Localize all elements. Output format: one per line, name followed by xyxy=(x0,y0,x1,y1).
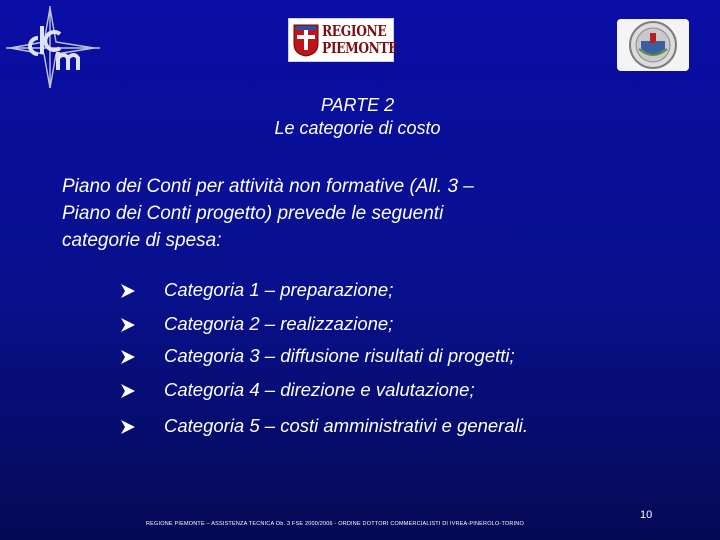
seal-icon xyxy=(617,19,689,71)
page-number: 10 xyxy=(640,509,653,521)
slide-title-subject: Le categorie di costo xyxy=(274,118,441,138)
arrow-bullet-icon xyxy=(120,283,136,299)
intro-line: categorie di spesa: xyxy=(62,230,222,251)
arrow-bullet-icon xyxy=(120,419,136,435)
bullet-text: Categoria 2 – realizzazione; xyxy=(164,313,394,334)
slide-title-part: PARTE 2 xyxy=(320,95,395,115)
bullet-text: Categoria 4 – direzione e valutazione; xyxy=(164,379,475,400)
footer-text: REGIONE PIEMONTE – ASSISTENZA TECNICA Ob. 3 FSE 2000/2006 - ORDINE DOTTORI COMMERCIALISTI DI IVREA-PINEROLO-TORINO xyxy=(146,521,524,527)
regione-piemonte-shield-icon xyxy=(293,24,319,57)
arrow-bullet-icon xyxy=(120,383,136,399)
intro-line: Piano dei Conti progetto) prevede le seguenti xyxy=(62,203,444,224)
intro-line: Piano dei Conti per attività non formative (All. 3 – xyxy=(62,176,474,197)
regione-piemonte-logo xyxy=(288,18,398,62)
bullet-text: Categoria 5 – costi amministrativi e generali. xyxy=(164,415,528,436)
intro-paragraph xyxy=(62,173,662,254)
arrow-bullet-icon xyxy=(120,349,136,365)
logo-dcm-icon xyxy=(4,4,104,90)
bullet-text: Categoria 3 – diffusione risultati di progetti; xyxy=(164,345,515,366)
bullet-text: Categoria 1 – preparazione; xyxy=(164,279,394,300)
regione-piemonte-wordmark: REGIONE PIEMONTE xyxy=(322,22,398,57)
arrow-bullet-icon xyxy=(120,317,136,333)
